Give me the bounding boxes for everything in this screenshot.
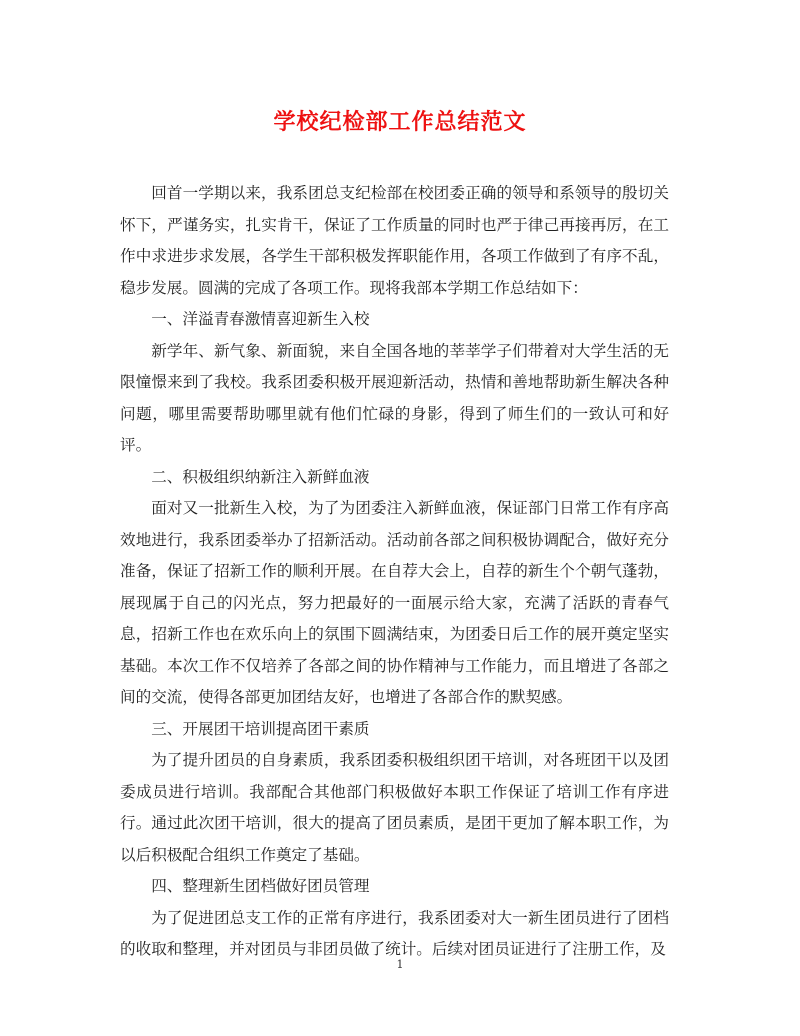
section-heading-4: 四、整理新生团档做好团员管理 — [151, 877, 370, 895]
document-title: 学校纪检部工作总结范文 — [273, 109, 527, 135]
section-4-paragraph: 为了促进团总支工作的正常有序进行，我系团委对大一新生团员进行了团档的收取和整理，并对团员与非团员做了统计。后续对团员证进行了注册工作，及 — [120, 908, 669, 958]
section-1-paragraph: 新学年、新气象、新面貌，来自全国各地的莘莘学子们带着对大学生活的无限憧憬来到了我校。我系团委积极开展迎新活动，热情和善地帮助新生解决各种问题，哪里需要帮助哪里就有他们忙碌的身影，得到了师生们的一致认可和好评。 — [120, 341, 669, 454]
section-heading-1: 一、洋溢青春激情喜迎新生入校 — [151, 310, 370, 328]
page-number: 1 — [396, 958, 404, 971]
section-heading-3: 三、开展团干培训提高团干素质 — [151, 719, 370, 738]
document-body — [120, 178, 669, 966]
section-3-paragraph: 为了提升团员的自身素质，我系团委积极组织团干培训，对各班团干以及团委成员进行培训。我部配合其他部门积极做好本职工作保证了培训工作有序进行。通过此次团干培训，很大的提高了团员素质，是团干更加了解本职工作，为以后积极配合组织工作奠定了基础。 — [120, 751, 669, 864]
section-heading-2: 二、积极组织纳新注入新鲜血液 — [151, 467, 370, 486]
intro-paragraph: 回首一学期以来，我系团总支纪检部在校团委正确的领导和系领导的殷切关怀下，严谨务实，扎实肯干，保证了工作质量的同时也严于律己再接再厉，在工作中求进步求发展，各学生干部积极发挥职能作用，各项工作做到了有序不乱，稳步发展。圆满的完成了各项工作。现将我部本学期工作总结如下： — [120, 184, 669, 297]
section-2-paragraph: 面对又一批新生入校，为了为团委注入新鲜血液，保证部门日常工作有序高效地进行，我系团委举办了招新活动。活动前各部之间积极协调配合，做好充分准备，保证了招新工作的顺利开展。在自荐大会上，自荐的新生个个朝气蓬勃，展现属于自己的闪光点，努力把最好的一面展示给大家，充满了活跃的青春气息，招新工作也在欢乐向上的氛围下圆满结束，为团委日后工作的展开奠定坚实基础。本次工作不仅培养了各部之间的协作精神与工作能力，而且增进了各部之间的交流，使得各部更加团结友好，也增进了各部合作的默契感。 — [120, 499, 669, 706]
